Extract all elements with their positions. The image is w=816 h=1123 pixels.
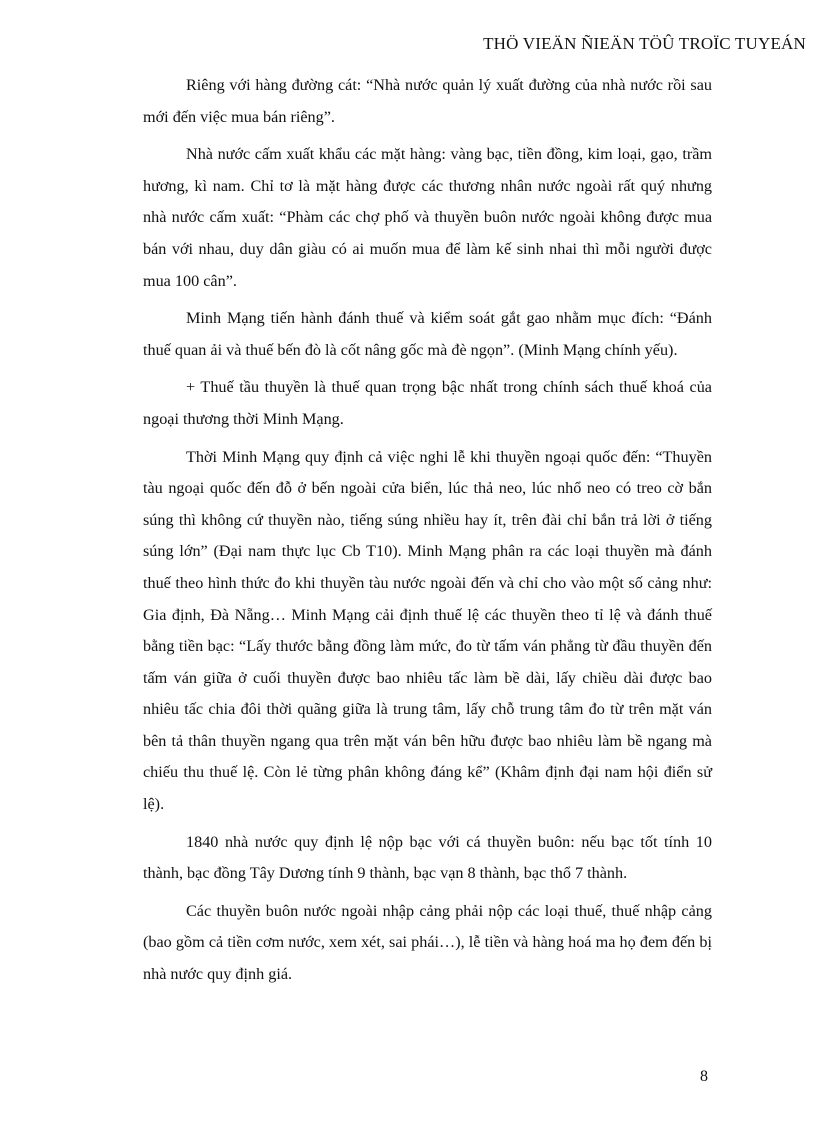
document-body — [143, 70, 712, 997]
paragraph: 1840 nhà nước quy định lệ nộp bạc với cá thuyền buôn: nếu bạc tốt tính 10 thành, bạc đồng Tây Dương tính 9 thành, bạc vạn 8 thành, bạc thổ 7 thành. — [143, 832, 712, 883]
paragraph: + Thuế tầu thuyền là thuế quan trọng bậc nhất trong chính sách thuế khoá của ngoại thương thời Minh Mạng. — [143, 378, 712, 428]
paragraph: Nhà nước cấm xuất khẩu các mặt hàng: vàng bạc, tiền đồng, kim loại, gạo, trầm hương, kì nam. Chỉ tơ là mặt hàng được các thương nhân nước ngoài rất quý nhưng nhà nước cấm xuất: “Phàm các chợ phố và thuyền buôn nước ngoài không được mua bán với nhau, duy dân giàu có ai muốn mua để làm kế sinh nhai thì mỗi người được mua 100 cân”. — [143, 145, 712, 290]
paragraph: Riêng với hàng đường cát: “Nhà nước quản lý xuất đường của nhà nước rồi sau mới đến việc mua bán riêng”. — [143, 76, 712, 126]
paragraph: Thời Minh Mạng quy định cả việc nghi lễ khi thuyền ngoại quốc đến: “Thuyền tàu ngoại quốc đến đỗ ở bến ngoài cửa biển, lúc thả neo, lúc nhổ neo có treo cờ bắn súng thì không cứ thuyền nào, tiếng súng nhiều hay ít, trên đài chỉ bắn trả lời ở tiếng súng lớn” (Đại nam thực lục Cb T10). Minh Mạng phân ra các loại thuyền mà đánh thuế theo hình thức đo khi thuyền tàu nước ngoài đến và chỉ cho vào một số cảng như: Gia định, Đà Nẵng… Minh Mạng cải định thuế lệ các thuyền theo tỉ lệ và đánh thuế bằng tiền bạc: “Lấy thước bằng đồng làm mức, đo từ tấm ván phẳng từ đầu thuyền đến tấm ván giữa ở cuối thuyền được bao nhiêu tấc làm bề dài, lấy chiều dài được bao nhiêu tấc chia đôi thời quãng giữa là trung tâm, lấy chỗ trung tâm đo từ trên mặt ván bên tả thân thuyền ngang qua trên mặt ván bên hữu được bao nhiêu làm bề ngang mà chiếu thu thuế lệ. Còn lẻ từng phân không đáng kể” (Khâm định đại nam hội điển sử lệ). — [143, 447, 712, 814]
paragraph: Minh Mạng tiến hành đánh thuế và kiểm soát gắt gao nhằm mục đích: “Đánh thuế quan ải và thuế bến đò là cốt nâng gốc mà đè ngọn”. (Minh Mạng chính yếu). — [143, 309, 712, 359]
page-number: 8 — [700, 1068, 708, 1085]
page-header: THÖ VIEÄN ÑIEÄN TÖÛ TROÏC TUYEÁN — [483, 34, 806, 53]
paragraph: Các thuyền buôn nước ngoài nhập cảng phải nộp các loại thuế, thuế nhập cảng (bao gồm cả tiền cơm nước, xem xét, sai phái…), lễ tiền và hàng hoá ma họ đem đến bị nhà nước quy định giá. — [143, 901, 712, 984]
